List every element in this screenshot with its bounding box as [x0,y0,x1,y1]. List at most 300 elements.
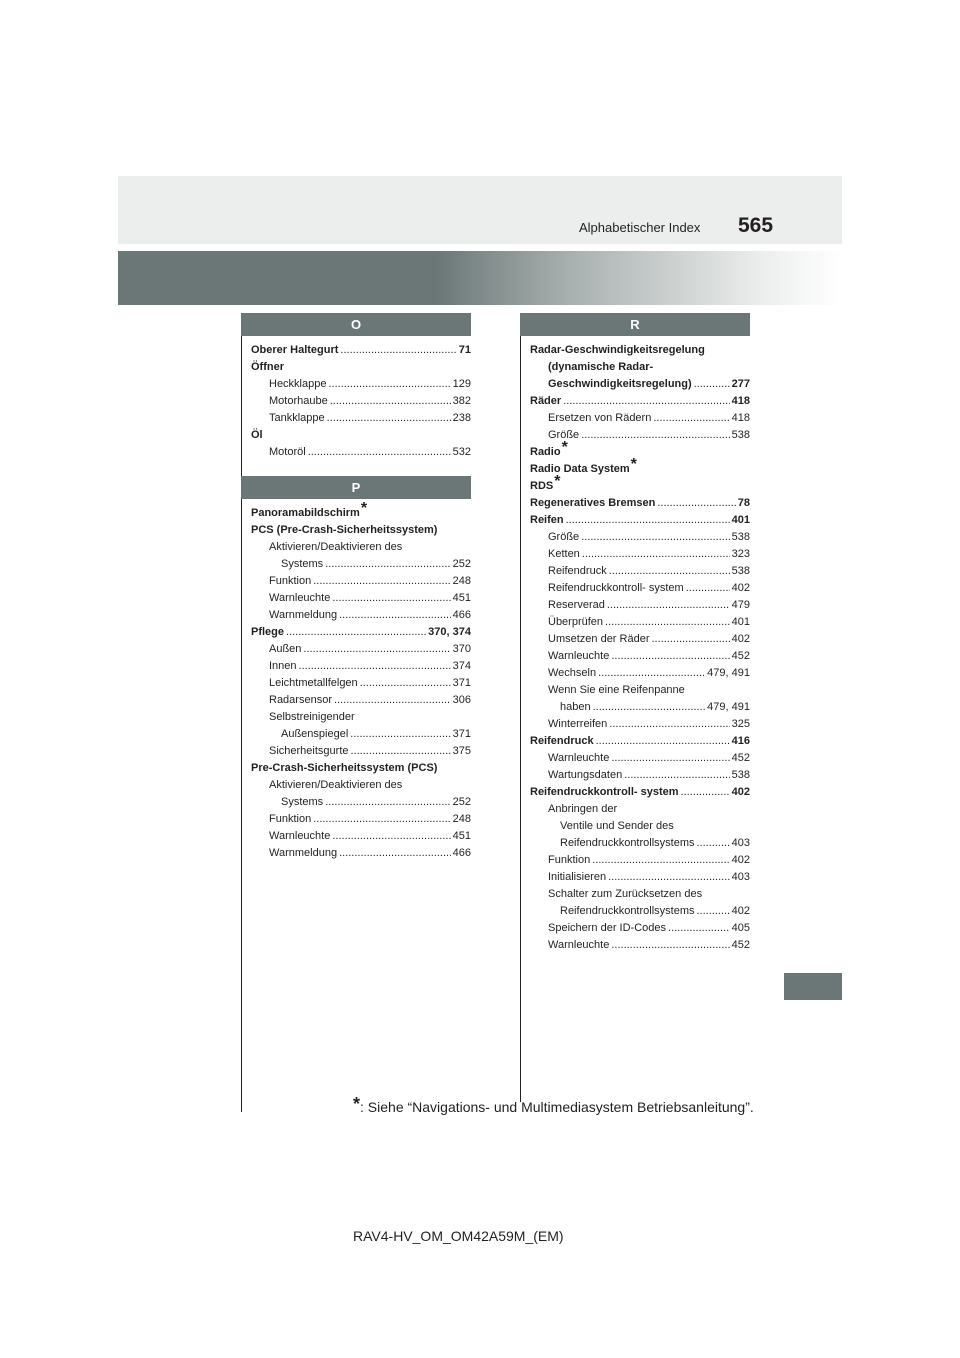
index-entry-pages: 418 [731,395,750,407]
dot-leader [598,665,705,682]
index-entry-text: Anbringen der [548,803,618,815]
document-code: RAV4-HV_OM_OM42A59M_(EM) [353,1228,564,1244]
index-entry [530,563,750,580]
index-entry [530,495,750,512]
index-entry-pages: 538 [731,429,750,441]
index-entry-label [530,456,637,478]
index-entry-label [251,500,368,522]
index-entry [251,624,471,641]
index-entry-text: Ketten [548,548,580,560]
index-entry-text: Öffner [251,361,284,373]
index-entry-pages: 371 [452,677,471,689]
dot-leader [332,828,450,845]
index-entry-text: Pre-Crash-Sicherheitssystem (PCS) [251,762,438,774]
index-entry-pages: 479, 491 [707,667,750,679]
dot-leader [596,733,730,750]
index-entry-label [560,835,695,852]
index-entry [251,556,471,573]
index-entry-pages: 479 [731,599,750,611]
footnote-star: * [353,1094,361,1114]
index-entry-text: Regeneratives Bremsen [530,497,656,509]
index-entry-text: Reifendruck [548,565,607,577]
index-entry-pages: 325 [731,718,750,730]
index-entry-text: Systems [281,558,324,570]
chapter-thumb-tab [784,973,842,1000]
index-entry [530,393,750,410]
dot-leader [582,546,730,563]
index-entry-text: Größe [548,429,580,441]
index-entry-label [269,743,349,760]
header-title: Alphabetischer Index [579,220,701,235]
index-entry-label [269,692,332,709]
index-entry-pages: 252 [452,796,471,808]
index-entry-label [269,393,328,410]
index-entry-text: Öl [251,429,263,441]
index-entry [251,573,471,590]
index-entry-label [269,658,297,675]
index-entry-text: RDS [530,480,554,492]
index-entry-label [269,376,326,393]
index-entry-pages: 402 [731,786,750,798]
index-entry-label [530,439,568,461]
dot-leader [330,393,451,410]
header-band [118,176,842,244]
index-entry-label [269,828,330,845]
index-entry [251,726,471,743]
dot-leader [593,699,706,716]
index-entry [251,743,471,760]
index-entry [530,801,750,818]
index-entry-label [548,920,666,937]
index-entry-pages: 466 [452,609,471,621]
index-entry-label [530,733,594,750]
index-entry-pages: 238 [452,412,471,424]
index-entry-text: (dynamische Radar- [548,361,654,373]
index-entry-text: Reifen [530,514,564,526]
index-entry-text: Reifendruckkontroll- system [548,582,684,594]
index-entry-text: Initialisieren [548,871,607,883]
index-entry [530,580,750,597]
index-entry [530,473,750,495]
index-entry-pages: 402 [731,854,750,866]
index-entry-text: Ventile und Sender des [560,820,674,832]
index-entry-label [560,699,591,716]
footnote-reference-star: * [630,456,637,473]
index-entry-label [251,760,437,777]
index-entry-pages: 538 [731,565,750,577]
index-entry-text: Sicherheitsgurte [269,745,349,757]
dot-leader [303,641,450,658]
index-entry-label [530,393,561,410]
index-entry-text: Tankklappe [269,412,325,424]
dot-leader [624,767,729,784]
index-entry-text: Funktion [269,813,312,825]
index-entry [251,522,471,539]
index-entry [530,682,750,699]
dot-leader [339,607,451,624]
index-entry-text: Funktion [269,575,312,587]
index-entry [530,903,750,920]
index-entry-label [269,573,311,590]
index-entry-pages: 451 [452,830,471,842]
index-entry-text: Reifendruckkontrollsystems [560,837,695,849]
dot-leader [313,573,450,590]
index-entry-text: Reserverad [548,599,605,611]
index-entry-pages: 466 [452,847,471,859]
index-entry [530,529,750,546]
index-entry-label [269,845,337,862]
index-entry-label [269,539,402,556]
dot-leader [563,393,729,410]
index-entry-pages: 375 [452,745,471,757]
index-entry-label [548,767,622,784]
index-entry-label [548,750,609,767]
index-entry [251,777,471,794]
dot-leader [581,529,729,546]
dot-leader [328,376,450,393]
index-entry-label [548,359,653,376]
dot-leader [325,794,450,811]
index-entry-text: Innen [269,660,297,672]
index-entry-text: Warnleuchte [548,650,610,662]
index-entry-text: Speichern der ID-Codes [548,922,667,934]
index-entry-label [281,556,323,573]
index-entry-text: Außen [269,643,302,655]
dot-leader [681,784,730,801]
index-entry-text: Wechseln [548,667,597,679]
index-entry [530,869,750,886]
index-entry-label [548,801,617,818]
index-entry [251,376,471,393]
index-entry-label [269,444,306,461]
section-header-r: R [520,313,750,336]
index-entry [530,920,750,937]
index-entry [530,648,750,665]
index-entry-text: Heckklappe [269,378,327,390]
dot-leader [581,427,729,444]
index-entry-label [548,563,607,580]
index-entry-list [241,499,471,862]
dot-leader [653,410,729,427]
index-entry-pages: 129 [452,378,471,390]
index-entry [251,539,471,556]
dot-leader [609,563,730,580]
dot-leader [313,811,450,828]
index-entry-label [548,546,580,563]
index-entry-text: Motorhaube [269,395,328,407]
dot-leader [668,920,730,937]
index-entry-pages: 418 [731,412,750,424]
index-entry [251,658,471,675]
dot-leader [351,743,451,760]
index-entry-label [269,777,402,794]
dot-leader [325,556,450,573]
index-entry-label [251,342,338,359]
index-entry [530,631,750,648]
index-entry-pages: 248 [452,813,471,825]
dot-leader [334,692,451,709]
index-entry-label [269,607,337,624]
index-entry-text: Systems [281,796,324,808]
dot-leader [327,410,451,427]
index-entry-label [548,937,609,954]
index-entry-label [548,580,684,597]
dot-leader [592,852,729,869]
index-entry-text: Winterreifen [548,718,608,730]
index-entry-text: Warnleuchte [548,752,610,764]
index-entry [530,767,750,784]
index-entry-list [241,336,471,461]
section-header-o: O [241,313,471,336]
index-entry [530,852,750,869]
index-entry-pages: 402 [731,905,750,917]
index-entry [530,456,750,478]
index-entry [251,590,471,607]
dot-leader [697,903,730,920]
index-entry-pages: 405 [731,922,750,934]
index-entry [530,439,750,461]
index-entry-text: Warnmeldung [269,847,338,859]
index-entry-text: PCS (Pre-Crash-Sicherheitssystem) [251,524,438,536]
index-entry-text: Warnmeldung [269,609,338,621]
index-entry-pages: 71 [458,344,471,356]
index-entry-text: Umsetzen der Räder [548,633,650,645]
index-entry-pages: 78 [737,497,750,509]
footnote-reference-star: * [554,473,561,490]
index-entry-label [530,473,561,495]
index-entry [251,342,471,359]
index-entry [530,359,750,376]
index-entry-label [530,495,655,512]
index-entry-pages: 452 [731,650,750,662]
index-entry [530,716,750,733]
dot-leader [611,937,729,954]
index-entry-pages: 306 [452,694,471,706]
index-entry-text: Wenn Sie eine Reifenpanne [548,684,685,696]
dot-leader [332,590,450,607]
index-entry-label [548,410,651,427]
dot-leader [360,675,451,692]
index-entry-pages: 451 [452,592,471,604]
index-entry-text: Panoramabildschirm [251,507,360,519]
dot-leader [566,512,730,529]
index-entry [530,818,750,835]
index-entry-label [548,631,650,648]
index-entry [251,845,471,862]
dot-leader [605,614,730,631]
dot-leader [611,648,729,665]
index-entry-label [251,624,284,641]
index-entry-pages: 403 [731,871,750,883]
index-entry-label [548,597,605,614]
index-entry [251,709,471,726]
index-entry-text: Geschwindigkeitsregelung) [548,378,692,390]
index-entry-text: Radarsensor [269,694,332,706]
dot-leader [652,631,730,648]
index-entry-label [269,709,355,726]
dot-leader [299,658,451,675]
index-entry-pages: 479, 491 [707,701,750,713]
index-entry-text: Wartungsdaten [548,769,623,781]
index-entry [530,376,750,393]
dot-leader [350,726,450,743]
index-entry-pages: 452 [731,752,750,764]
index-entry-text: Außenspiegel [281,728,349,740]
dot-leader [339,845,451,862]
index-entry [530,937,750,954]
footnote-text: : Siehe “Navigations- und Multimediasystem Betriebsanleitung”. [360,1099,754,1115]
dot-leader [657,495,735,512]
index-entry-text: haben [560,701,591,713]
index-entry-label [548,886,702,903]
index-entry-text: Oberer Haltegurt [251,344,339,356]
index-entry-pages: 370 [452,643,471,655]
index-entry-text: Radar-Geschwindigkeitsregelung [530,344,705,356]
index-entry-text: Aktivieren/Deaktivieren des [269,779,403,791]
index-entry-label [251,427,263,444]
dot-leader [686,580,730,597]
index-entry [530,835,750,852]
index-entry-text: Schalter zum Zurücksetzen des [548,888,703,900]
index-entry [530,614,750,631]
dot-leader [308,444,451,461]
index-entry-pages: 371 [452,728,471,740]
index-entry-text: Überprüfen [548,616,604,628]
index-entry-text: Größe [548,531,580,543]
index-entry-text: Pflege [251,626,285,638]
index-entry-label [281,726,348,743]
index-entry-text: Motoröl [269,446,306,458]
index-entry-pages: 402 [731,633,750,645]
index-entry-text: Warnleuchte [548,939,610,951]
index-entry [251,444,471,461]
index-column-left [241,313,471,862]
index-entry [530,750,750,767]
index-entry-label [548,682,685,699]
index-entry-text: Reifendruck [530,735,594,747]
index-entry [530,886,750,903]
index-entry-pages: 382 [452,395,471,407]
dot-leader [607,597,730,614]
index-entry-pages: 401 [731,616,750,628]
index-entry-label [269,811,311,828]
index-entry-label [560,818,674,835]
index-entry-label [560,903,695,920]
index-entry-label [281,794,323,811]
index-entry-pages: 277 [731,378,750,390]
dot-leader [609,716,729,733]
index-entry [530,512,750,529]
index-entry-pages: 401 [731,514,750,526]
index-entry-pages: 252 [452,558,471,570]
index-entry-label [548,614,603,631]
index-entry-label [548,716,607,733]
index-entry-pages: 402 [731,582,750,594]
footnote [353,1094,754,1115]
index-entry-pages: 374 [452,660,471,672]
index-entry [251,794,471,811]
index-entry-pages: 532 [452,446,471,458]
index-entry-label [548,869,606,886]
index-entry-label [269,641,301,658]
index-entry [251,359,471,376]
index-entry-pages: 538 [731,769,750,781]
dot-leader [340,342,456,359]
index-entry-pages: 538 [731,531,750,543]
section-header-p: P [241,476,471,499]
dot-leader [608,869,730,886]
index-entry-pages: 370, 374 [428,626,471,638]
index-entry-label [548,376,692,393]
index-entry-pages: 323 [731,548,750,560]
index-entry-text: Aktivieren/Deaktivieren des [269,541,403,553]
index-entry-text: Selbstreinigender [269,711,355,723]
index-entry [251,828,471,845]
dot-leader [611,750,729,767]
index-entry-label [548,529,579,546]
index-entry [251,692,471,709]
footnote-reference-star: * [360,500,368,517]
index-entry-label [548,852,590,869]
index-entry [251,410,471,427]
dot-leader [694,376,730,393]
index-entry-label [251,522,437,539]
index-entry-label [269,590,330,607]
index-entry [530,546,750,563]
index-entry [251,811,471,828]
index-entry-text: Räder [530,395,562,407]
index-entry-text: Reifendruckkontrollsystems [560,905,695,917]
index-entry-label [269,675,358,692]
index-entry-list [520,336,750,954]
index-entry [530,342,750,359]
index-entry-label [530,512,564,529]
index-entry-pages: 403 [731,837,750,849]
index-entry [251,393,471,410]
index-entry-label [530,784,679,801]
index-column-right [520,313,750,954]
index-entry-text: Warnleuchte [269,592,331,604]
index-entry-label [530,342,705,359]
dot-leader [697,835,730,852]
index-entry [251,641,471,658]
index-entry [530,597,750,614]
index-entry [251,427,471,444]
dot-leader [286,624,426,641]
index-entry [251,675,471,692]
index-entry-label [269,410,325,427]
footnote-reference-star: * [561,439,568,456]
index-entry-text: Radio Data System [530,463,630,475]
index-entry [251,760,471,777]
index-entry-label [548,648,609,665]
index-entry-pages: 248 [452,575,471,587]
index-entry-text: Warnleuchte [269,830,331,842]
index-entry-text: Reifendruckkontroll- system [530,786,679,798]
index-entry [530,665,750,682]
index-entry-pages: 416 [731,735,750,747]
index-entry [251,607,471,624]
index-entry-text: Leichtmetallfelgen [269,677,358,689]
index-entry [530,410,750,427]
decorative-gradient-bar [118,251,842,305]
index-entry-label [251,359,284,376]
index-entry [530,733,750,750]
index-entry-text: Funktion [548,854,591,866]
index-entry-text: Ersetzen von Rädern [548,412,652,424]
page-number: 565 [738,214,774,237]
index-entry [530,784,750,801]
